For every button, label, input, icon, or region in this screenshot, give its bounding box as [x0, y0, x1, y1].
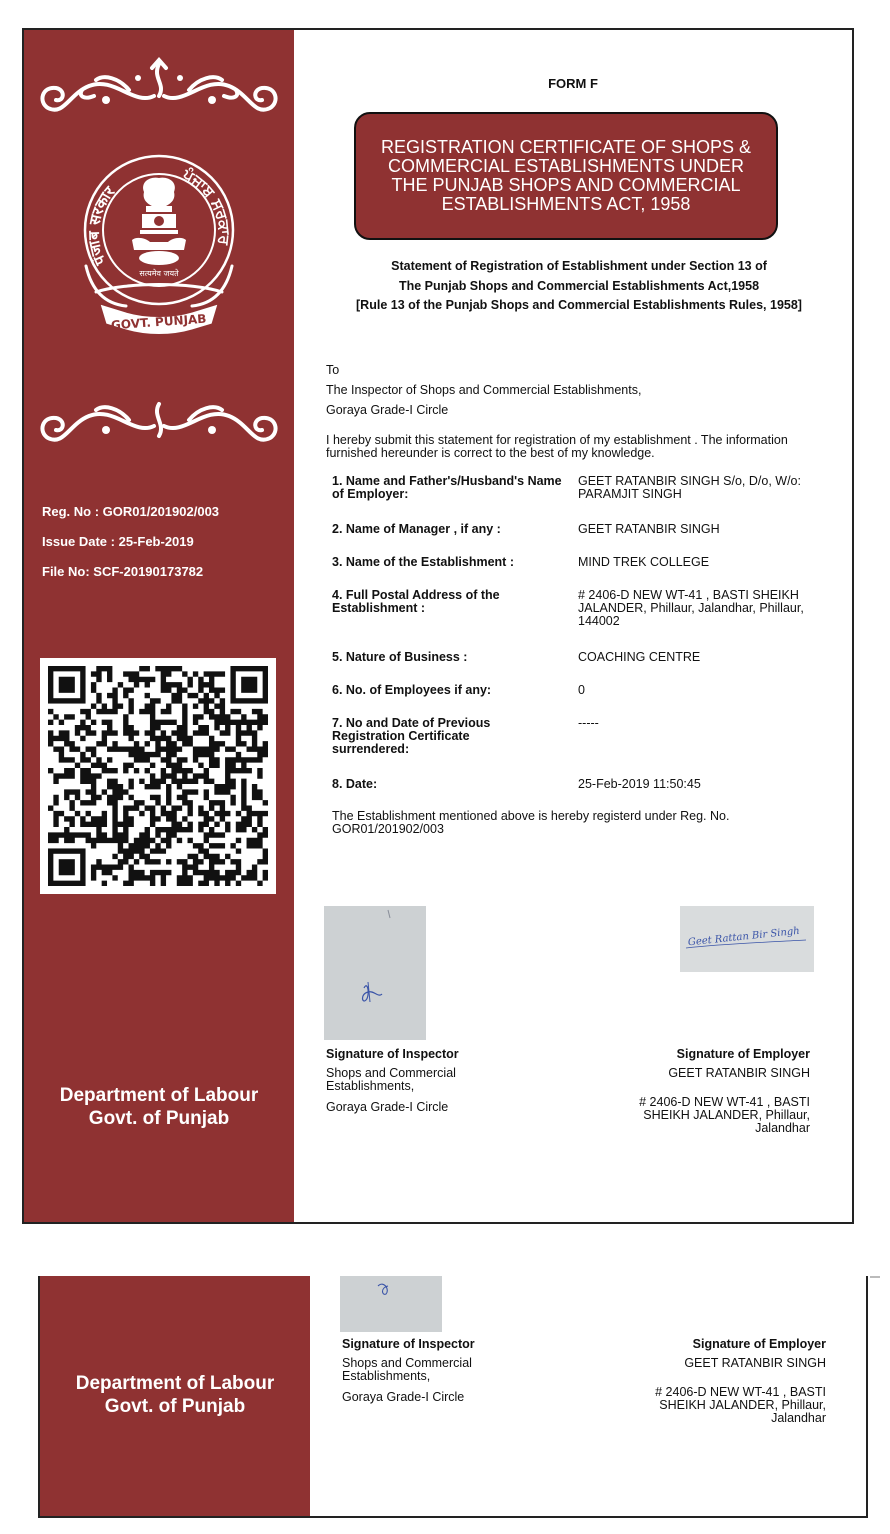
- statement-rule: [Rule 13 of the Punjab Shops and Commercial Establishments Rules, 1958]: [356, 298, 802, 312]
- employer-signature-block: [570, 1048, 810, 1135]
- emblem-arc-text-right: ਪੰਜਾਬ ਸਰਕਾਰ: [180, 165, 234, 246]
- inspector-line-1-page-2: Shops and Commercial Establishments,: [342, 1356, 472, 1383]
- qr-finder-top-left: [48, 666, 86, 704]
- qr-finder-top-right: [230, 666, 268, 704]
- certificate-content: [294, 30, 852, 1222]
- sidebar: [24, 30, 294, 1222]
- employer-signature-block-page-2: [586, 1338, 826, 1425]
- ornament-flourish-middle: [34, 390, 284, 460]
- svg-text:ਪੰਜਾਬ ਸਰਕਾਰ: [179, 164, 233, 246]
- field-6-value: 0: [578, 683, 585, 697]
- employer-address-page-2: # 2406-D NEW WT-41 , BASTI SHEIKH JALANDER, Phillaur, Jalandhar: [655, 1385, 826, 1425]
- inspector-signature-image-page-2: [340, 1276, 442, 1332]
- inspector-signature-block-page-2: [342, 1338, 512, 1404]
- punjab-emblem-icon: [66, 142, 252, 342]
- field-5-value: COACHING CENTRE: [578, 650, 701, 664]
- field-4-value: # 2406-D NEW WT-41 , BASTI SHEIKH JALANDER, Phillaur, Jalandhar, Phillaur, 144002: [578, 588, 804, 628]
- field-8-label: 8. Date:: [332, 777, 378, 791]
- emblem-motto: सत्यमेव जयते: [139, 269, 179, 278]
- department-line-2: Govt. of Punjab: [88, 1108, 230, 1129]
- registration-summary: [42, 504, 219, 594]
- inspector-signature-image: [324, 906, 426, 1040]
- inspector-signature-icon-page-2: [340, 1276, 442, 1332]
- field-2-value: GEET RATANBIR SINGH: [578, 522, 720, 536]
- sidebar-page-2: [40, 1276, 310, 1516]
- file-no: File No: SCF-20190173782: [42, 564, 204, 579]
- emblem-arc-text-left: पंजाब सरकार: [84, 182, 119, 268]
- field-7-value: -----: [578, 716, 599, 730]
- inspector-signature-heading: Signature of Inspector: [326, 1047, 459, 1061]
- addressee-line-1: The Inspector of Shops and Commercial Establishments,: [326, 383, 642, 397]
- statement-line-1: Statement of Registration of Establishment under Section 13 of: [391, 259, 767, 273]
- issue-date: Issue Date : 25-Feb-2019: [42, 534, 194, 549]
- department-block: [24, 1084, 294, 1130]
- inspector-line-2-page-2: Goraya Grade-I Circle: [342, 1390, 465, 1404]
- qr-finder-bottom-left: [48, 848, 86, 886]
- employer-name: GEET RATANBIR SINGH: [668, 1066, 810, 1080]
- employer-signature-heading-page-2: Signature of Employer: [692, 1337, 826, 1351]
- certificate-title: REGISTRATION CERTIFICATE OF SHOPS & COMMERCIAL ESTABLISHMENTS UNDER THE PUNJAB SHOPS AND COMMERCIAL ESTABLISHMENTS ACT, 1958: [354, 112, 778, 240]
- svg-text:पंजाब सरकार: [85, 182, 119, 269]
- department-line-1: Department of Labour: [59, 1085, 259, 1106]
- addressee-to: To: [326, 363, 340, 377]
- statement-line-2: The Punjab Shops and Commercial Establishments Act,1958: [398, 279, 760, 293]
- intro-text: I hereby submit this statement for registration of my establishment . The information furnished hereunder is correct to the best of my knowledge.: [326, 433, 788, 460]
- employer-address: # 2406-D NEW WT-41 , BASTI SHEIKH JALANDER, Phillaur, Jalandhar: [639, 1095, 810, 1135]
- qr-code-icon: [48, 666, 268, 886]
- employer-signature-script: Geet Rattan Bir Singh: [687, 925, 801, 949]
- employer-signature-heading: Signature of Employer: [676, 1047, 810, 1061]
- field-3-value: MIND TREK COLLEGE: [578, 555, 710, 569]
- field-5-label: 5. Nature of Business :: [332, 650, 468, 664]
- field-4-label: 4. Full Postal Address of the Establishment :: [332, 588, 500, 615]
- field-3-label: 3. Name of the Establishment :: [332, 555, 514, 569]
- field-2-label: 2. Name of Manager , if any :: [332, 522, 501, 536]
- registration-note: The Establishment mentioned above is hereby registerd under Reg. No. GOR01/201902/003: [332, 809, 730, 836]
- inspector-signature-heading-page-2: Signature of Inspector: [342, 1337, 475, 1351]
- field-7-label: 7. No and Date of Previous Registration Certificate surrendered:: [332, 716, 491, 756]
- inspector-signature-block: [326, 1048, 496, 1114]
- emblem-banner-text: GOVT. PUNJAB: [110, 311, 207, 333]
- employer-signature-icon: [680, 906, 814, 972]
- certificate-page: [22, 28, 854, 1224]
- department-line-1-page-2: Department of Labour: [75, 1373, 275, 1394]
- statement-heading: [354, 256, 804, 312]
- inspector-line-2: Goraya Grade-I Circle: [326, 1100, 449, 1114]
- field-1-label: 1. Name and Father's/Husband's Name of Employer:: [332, 474, 562, 501]
- employer-signature-image: [680, 906, 814, 972]
- field-8-value: 25-Feb-2019 11:50:45: [578, 777, 701, 791]
- reg-no: Reg. No : GOR01/201902/003: [42, 504, 220, 519]
- form-label: FORM F: [548, 76, 598, 91]
- addressee-line-2: Goraya Grade-I Circle: [326, 403, 449, 417]
- field-6-label: 6. No. of Employees if any:: [332, 683, 492, 697]
- department-line-2-page-2: Govt. of Punjab: [104, 1396, 246, 1417]
- ornament-flourish-top: [34, 56, 284, 126]
- department-block-page-2: [40, 1372, 310, 1418]
- inspector-line-1: Shops and Commercial Establishments,: [326, 1066, 456, 1093]
- employer-name-page-2: GEET RATANBIR SINGH: [684, 1356, 826, 1370]
- field-1-value: GEET RATANBIR SINGH S/o, D/o, W/o: PARAMJIT SINGH: [578, 474, 801, 501]
- addressee: [326, 360, 641, 420]
- inspector-signature-icon: [324, 906, 426, 1040]
- qr-code: [40, 658, 276, 894]
- certificate-page-2: [38, 1276, 868, 1518]
